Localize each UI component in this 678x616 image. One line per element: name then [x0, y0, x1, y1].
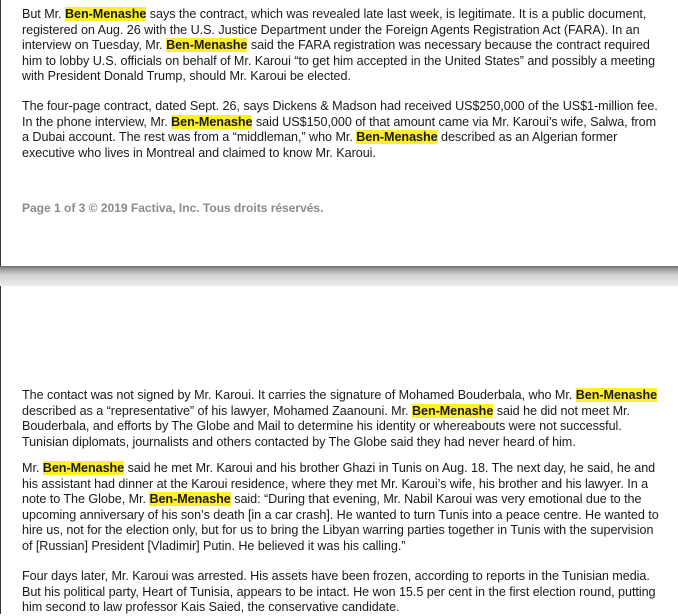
- paragraph-contract-fee: The four-page contract, dated Sept. 26, says Dickens & Madson had received US$250,000 of the US$1-million fee. In the phone interview, Mr. Ben-Menashe said US$150,000 of that amount came via Mr. Karoui’s wife, Salwa, from a Dubai account. The rest was from a “middleman,” who Mr. Ben-Menashe described as an Algerian former executive who lives in Montreal and claimed to know Mr. Karoui.: [22, 99, 658, 160]
- document-page-1: [0, 0, 678, 266]
- paragraph-meeting-in-tunis: Mr. Ben-Menashe said he met Mr. Karoui and his brother Ghazi in Tunis on Aug. 18. The next day, he said, he and his assistant had dinner at the Karoui residence, where they met Mr. Karoui’s wife, his brother and his lawyer. In a note to The Globe, Mr. Ben-Menashe said: “During that evening, Mr. Nabil Karoui was very emotional due to the upcoming anniversary of his son’s death [in a car crash]. He wanted to turn Tunis into a peace centre. He wanted to hire us, not for the election only, but for us to bring the Libyan warring parties together in Tunis with the supervision of [Russian] President [Vladimir] Putin. He believed it was his calling.”: [22, 461, 659, 553]
- paragraph-contract-signature: The contact was not signed by Mr. Karoui. It carries the signature of Mohamed Bouderbala, who Mr. Ben-Menashe described as a “representative” of his lawyer, Mohamed Zaanouni. Mr. Ben-Menashe said he did not meet Mr. Bouderbala, and efforts by The Globe and Mail to determine his identity or whereabouts were not successful. Tunisian diplomats, journalists and others contacted by The Globe said they had never heard of him.: [22, 388, 658, 449]
- highlighted-term: Ben-Menashe: [42, 461, 125, 475]
- page-separator: [0, 266, 678, 286]
- highlighted-term: Ben-Menashe: [171, 114, 253, 129]
- highlighted-term: Ben-Menashe: [356, 130, 438, 145]
- highlighted-term: Ben-Menashe: [166, 38, 248, 53]
- highlighted-term: Ben-Menashe: [575, 388, 658, 402]
- highlighted-term: Ben-Menashe: [65, 7, 147, 21]
- highlighted-term: Ben-Menashe: [149, 492, 231, 507]
- paragraph-karoui-arrest: Four days later, Mr. Karoui was arrested. His assets have been frozen, according to reports in the Tunisian media. But his political party, Heart of Tunisia, appears to be intact. He won 15.5 per cent in the first election round, putting him second to law professor Kais Saied, the conservative candidate.: [22, 569, 656, 615]
- page-footer: Page 1 of 3 © 2019 Factiva, Inc. Tous droits réservés.: [22, 201, 324, 215]
- highlighted-term: Ben-Menashe: [411, 403, 494, 418]
- paragraph-contract-legitimacy: But Mr. Ben-Menashe says the contract, which was revealed late last week, is legitimate. It is a public document, registered on Aug. 26 with the U.S. Justice Department under the Foreign Agents Registration Act (FARA). In an interview on Tuesday, Mr. Ben-Menashe said the FARA registration was necessary because the contract required him to lobby U.S. officials on behalf of Mr. Karoui “to get him accepted in the United States” and possibly a meeting with President Donald Trump, should Mr. Karoui be elected.: [22, 7, 656, 84]
- document-page-2: [0, 286, 678, 614]
